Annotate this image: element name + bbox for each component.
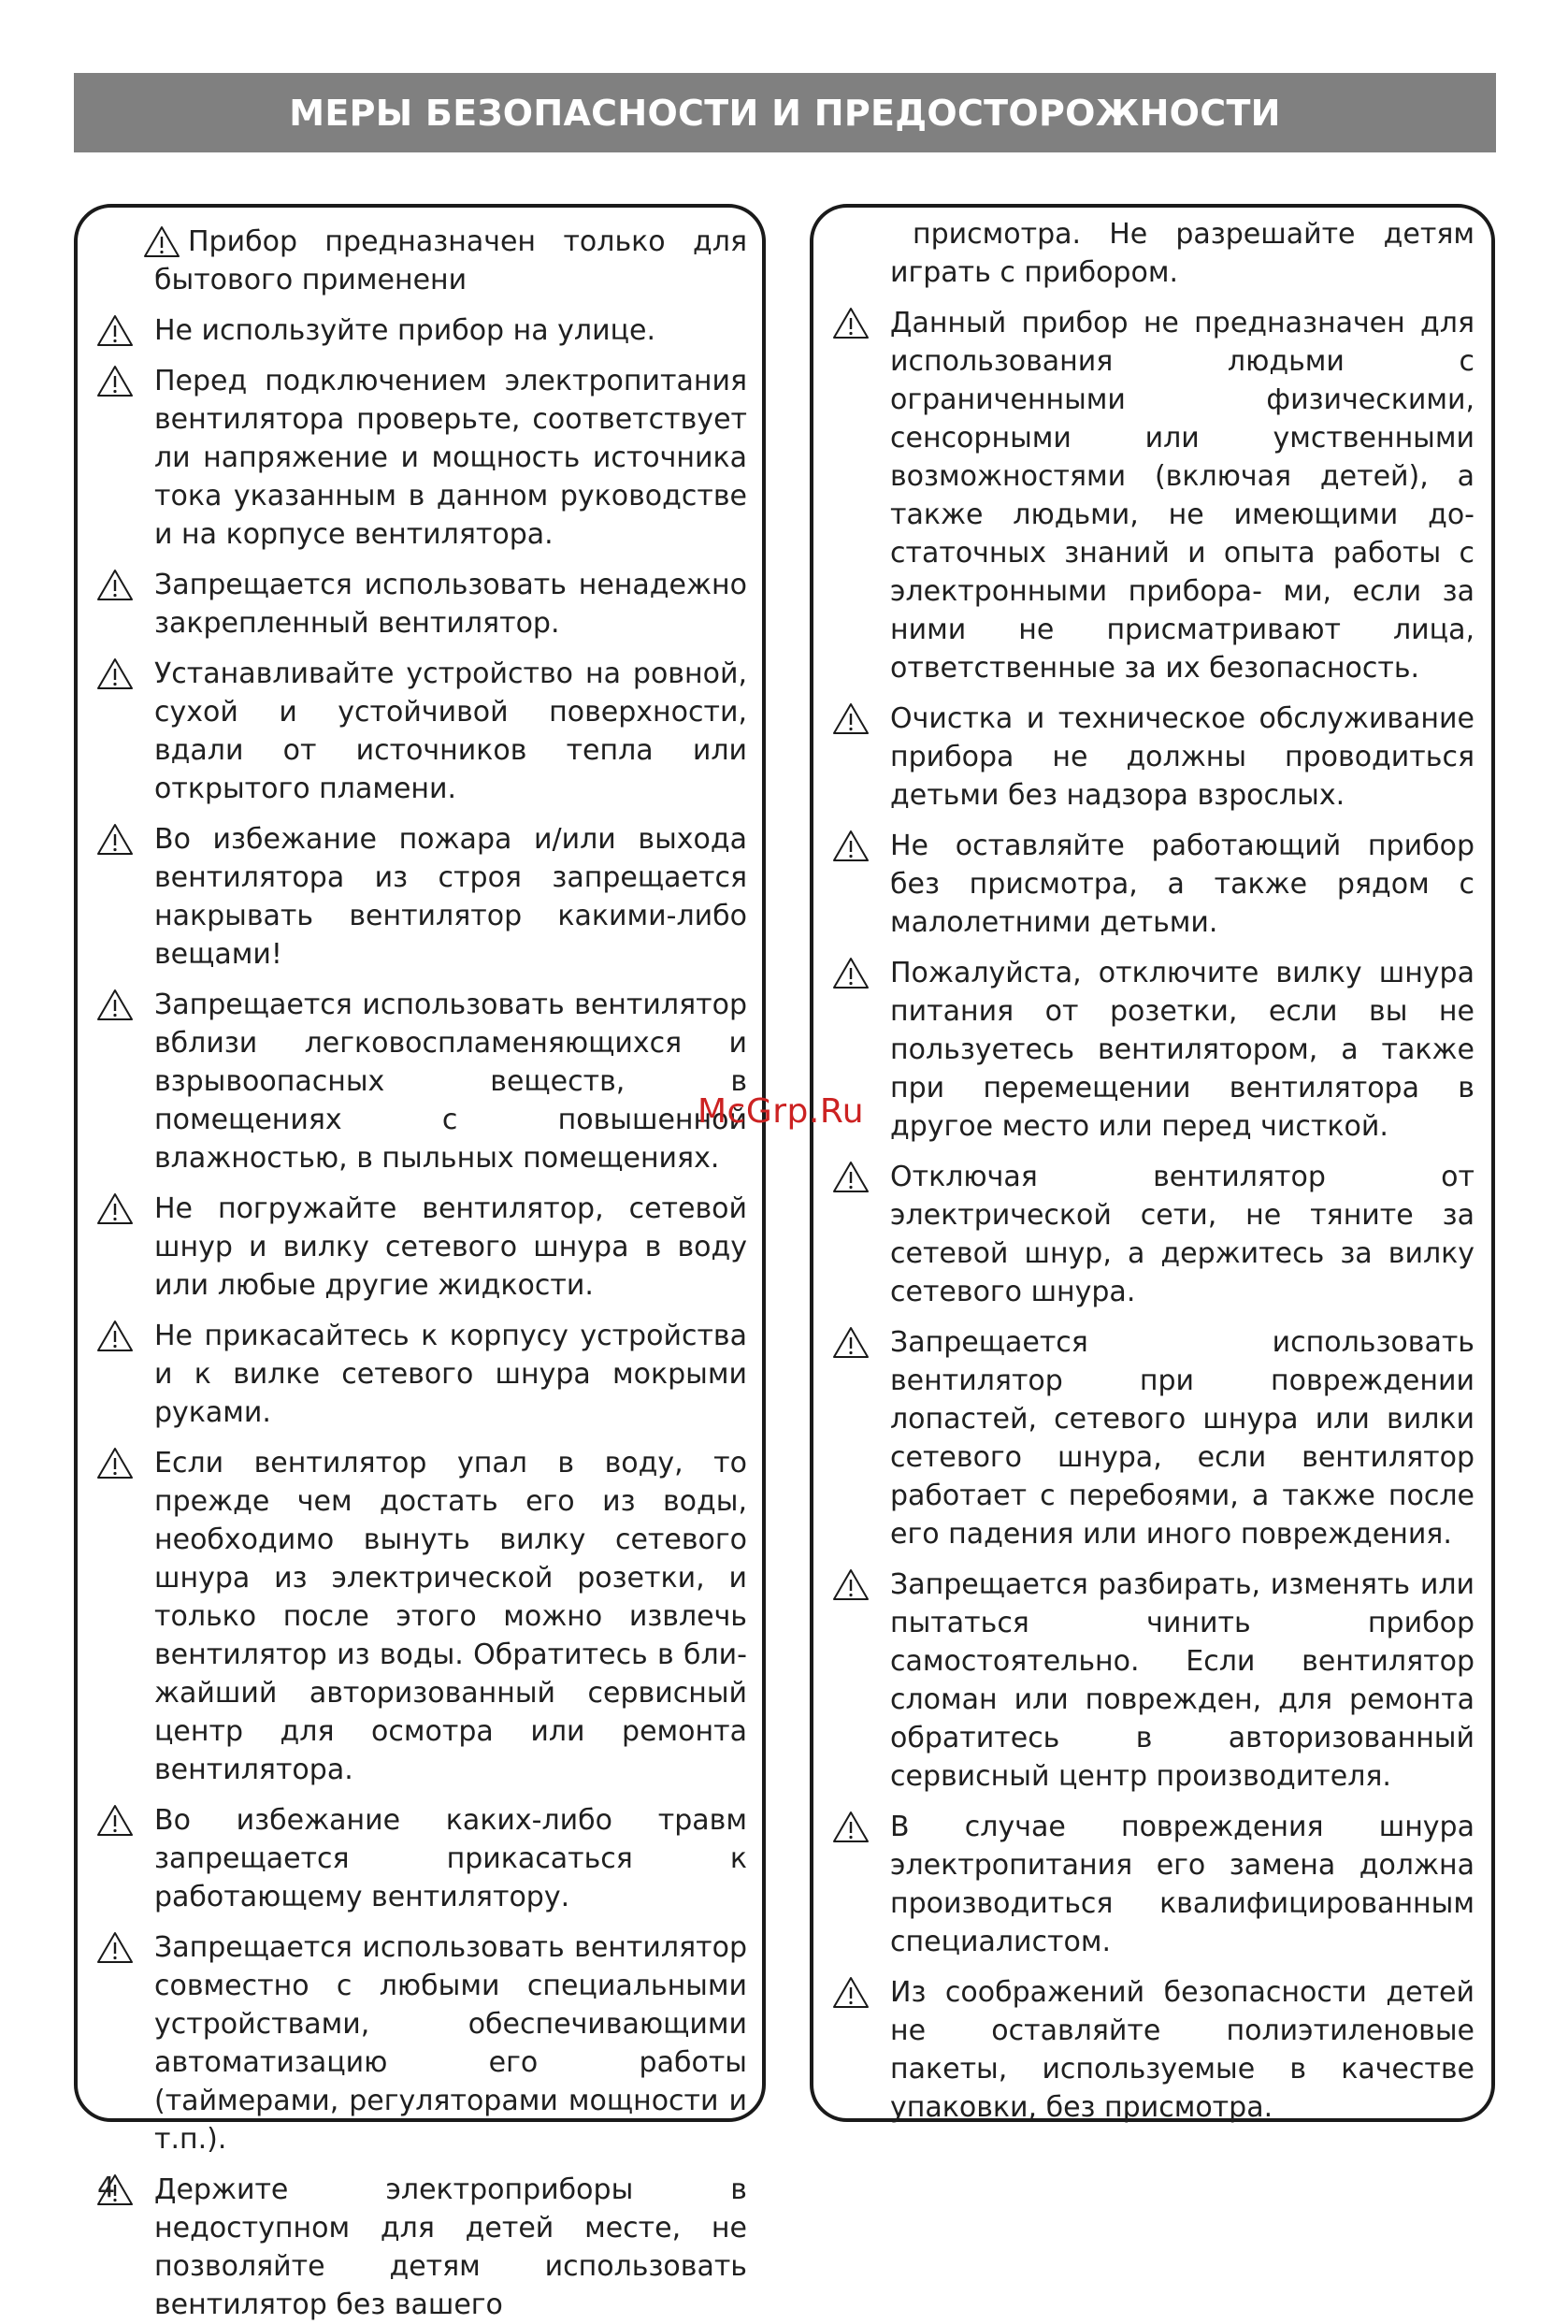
watermark: McGrp.Ru [698,1092,865,1131]
warning-item [96,362,747,554]
warning-triangle-icon [832,1161,870,1193]
warning-text: Запрещается использовать вентилятор вблизи легковоспламеняющихся и взрывоопасных веществ, в помещениях с повышенной влажностью, в пыльных помещениях. [154,989,747,1175]
warning-triangle-icon [96,1804,134,1837]
warning-text: Прибор предназначен только для бытового применени [154,225,747,296]
warning-triangle-icon [96,314,134,347]
warning-triangle-icon [832,702,870,735]
warning-triangle-icon [832,307,870,339]
warning-triangle-icon [832,957,870,989]
warning-item [832,1158,1474,1311]
warning-triangle-icon [96,1931,134,1964]
warning-triangle-icon [96,569,134,601]
warning-text: Держите электроприборы в недоступном для детей месте, не позволяйте детям использовать вентилятор без вашего [154,2173,747,2321]
warning-item [96,820,747,974]
continued-warning-text [832,215,1474,292]
warning-item [96,566,747,642]
right-warning-list [813,208,1491,2124]
warning-triangle-icon [96,823,134,856]
warning-item [832,954,1474,1146]
warning-item [96,1317,747,1432]
warning-triangle-icon [96,1192,134,1225]
warning-item [96,1801,747,1916]
warning-text: Пожалуйста, отключите вилку шнура питания от розетки, если вы не пользуетесь вентилятором, а также при перемещении вентилятора в другое место или перед чисткой. [890,957,1474,1143]
warning-item [832,1973,1474,2127]
warning-triangle-icon [96,1447,134,1480]
warning-triangle-icon [96,1320,134,1352]
warning-text: Из соображений безопасности детей не оставляйте полиэтиленовые пакеты, используемые в качестве упаковки, без присмотра. [890,1976,1474,2124]
warning-text: В случае повреждения шнура электропитания его замена должна производиться квалифицированным специалистом. [890,1811,1474,1958]
page-number: 4 [97,2172,116,2204]
warning-text: присмотра. Не разрешайте детям играть с прибором. [890,218,1474,289]
warning-triangle-icon [96,365,134,397]
warning-triangle-icon [143,225,180,258]
warning-text: Запрещается использовать вентилятор при повреждении лопастей, сетевого шнура или вилки сетевого шнура, если вентилятор работает с перебоями, а также после его падения или иного повреждения. [890,1326,1474,1551]
warning-triangle-icon [96,657,134,690]
warning-text: Перед подключением электропитания вентилятора проверьте, соответствует ли напряжение и мощность источника тока указанным в данном руководстве и на корпусе вентилятора. [154,365,747,551]
warning-item [832,827,1474,942]
warning-text: Если вентилятор упал в воду, то прежде чем достать его из воды, необходимо вынуть вилку сетевого шнура из электрической розетки, и только после этого можно извлечь вентилятор из воды. Обратитесь в ближайший авторизованный сервисный центр для осмотра или ремонта вентилятора. [154,1447,747,1786]
warning-text: Запрещается использовать ненадежно закрепленный вентилятор. [154,569,747,640]
warning-text: Отключая вентилятор от электрической сети, не тяните за сетевой шнур, а держитесь за вилку сетевого шнура. [890,1161,1474,1308]
warning-item [96,1190,747,1305]
section-header [74,73,1496,152]
right-column-box [810,204,1495,2122]
warning-text: Данный прибор не предназначен для использования людьми с ограниченными физическими, сенсорными или умственными возможностями (включая детей), а также людьми, не имеющими достаточных знаний и опыта работы с электронными прибора- ми, если за ними не присматривают лица, ответственные за их безопасность. [890,307,1474,685]
warning-triangle-icon [832,830,870,862]
warning-text: Запрещается разбирать, изменять или пытаться чинить прибор самостоятельно. Если вентилятор сломан или поврежден, для ремонта обратитесь в авторизованный сервисный центр производителя. [890,1568,1474,1793]
warning-item [832,304,1474,687]
section-title: МЕРЫ БЕЗОПАСНОСТИ И ПРЕДОСТОРОЖНОСТИ [289,92,1281,134]
warning-text: Не прикасайтесь к корпусу устройства и к вилке сетевого шнура мокрыми руками. [154,1320,747,1429]
warning-item [96,311,747,350]
warning-text: Очистка и техническое обслуживание прибора не должны проводиться детьми без надзора взрослых. [890,702,1474,812]
warning-item [96,223,747,299]
warning-text: Не погружайте вентилятор, сетевой шнур и вилку сетевого шнура в воду или любые другие жидкости. [154,1192,747,1302]
warning-item [832,1566,1474,1796]
warning-triangle-icon [96,989,134,1021]
warning-text: Устанавливайте устройство на ровной, сухой и устойчивой поверхности, вдали от источников тепла или открытого пламени. [154,657,747,805]
warning-text: Не оставляйте работающий прибор без присмотра, а также рядом с малолетними детьми. [890,830,1474,939]
warning-item [96,1444,747,1789]
warning-item [96,655,747,808]
warning-text: Запрещается использовать вентилятор совместно с любыми специальными устройствами, обеспечивающими автоматизацию его работы (таймерами, регуляторами мощности и т.п.). [154,1931,747,2156]
warning-triangle-icon [832,1976,870,2009]
warning-item [832,1808,1474,1961]
warning-triangle-icon [832,1326,870,1359]
warning-triangle-icon [832,1811,870,1843]
warning-text: Во избежание пожара и/или выхода вентилятора из строя запрещается накрывать вентилятор какими-либо вещами! [154,823,747,971]
warning-text: Не используйте прибор на улице. [154,314,656,347]
warning-item [832,1323,1474,1553]
warning-item [96,2171,747,2324]
warning-item [832,700,1474,815]
warning-text: Во избежание каких-либо травм запрещается прикасаться к работающему вентилятору. [154,1804,747,1913]
warning-item [96,986,747,1177]
left-column-box [74,204,766,2321]
warning-item [96,1928,747,2158]
warning-triangle-icon [832,1568,870,1601]
left-warning-list [78,208,762,2321]
